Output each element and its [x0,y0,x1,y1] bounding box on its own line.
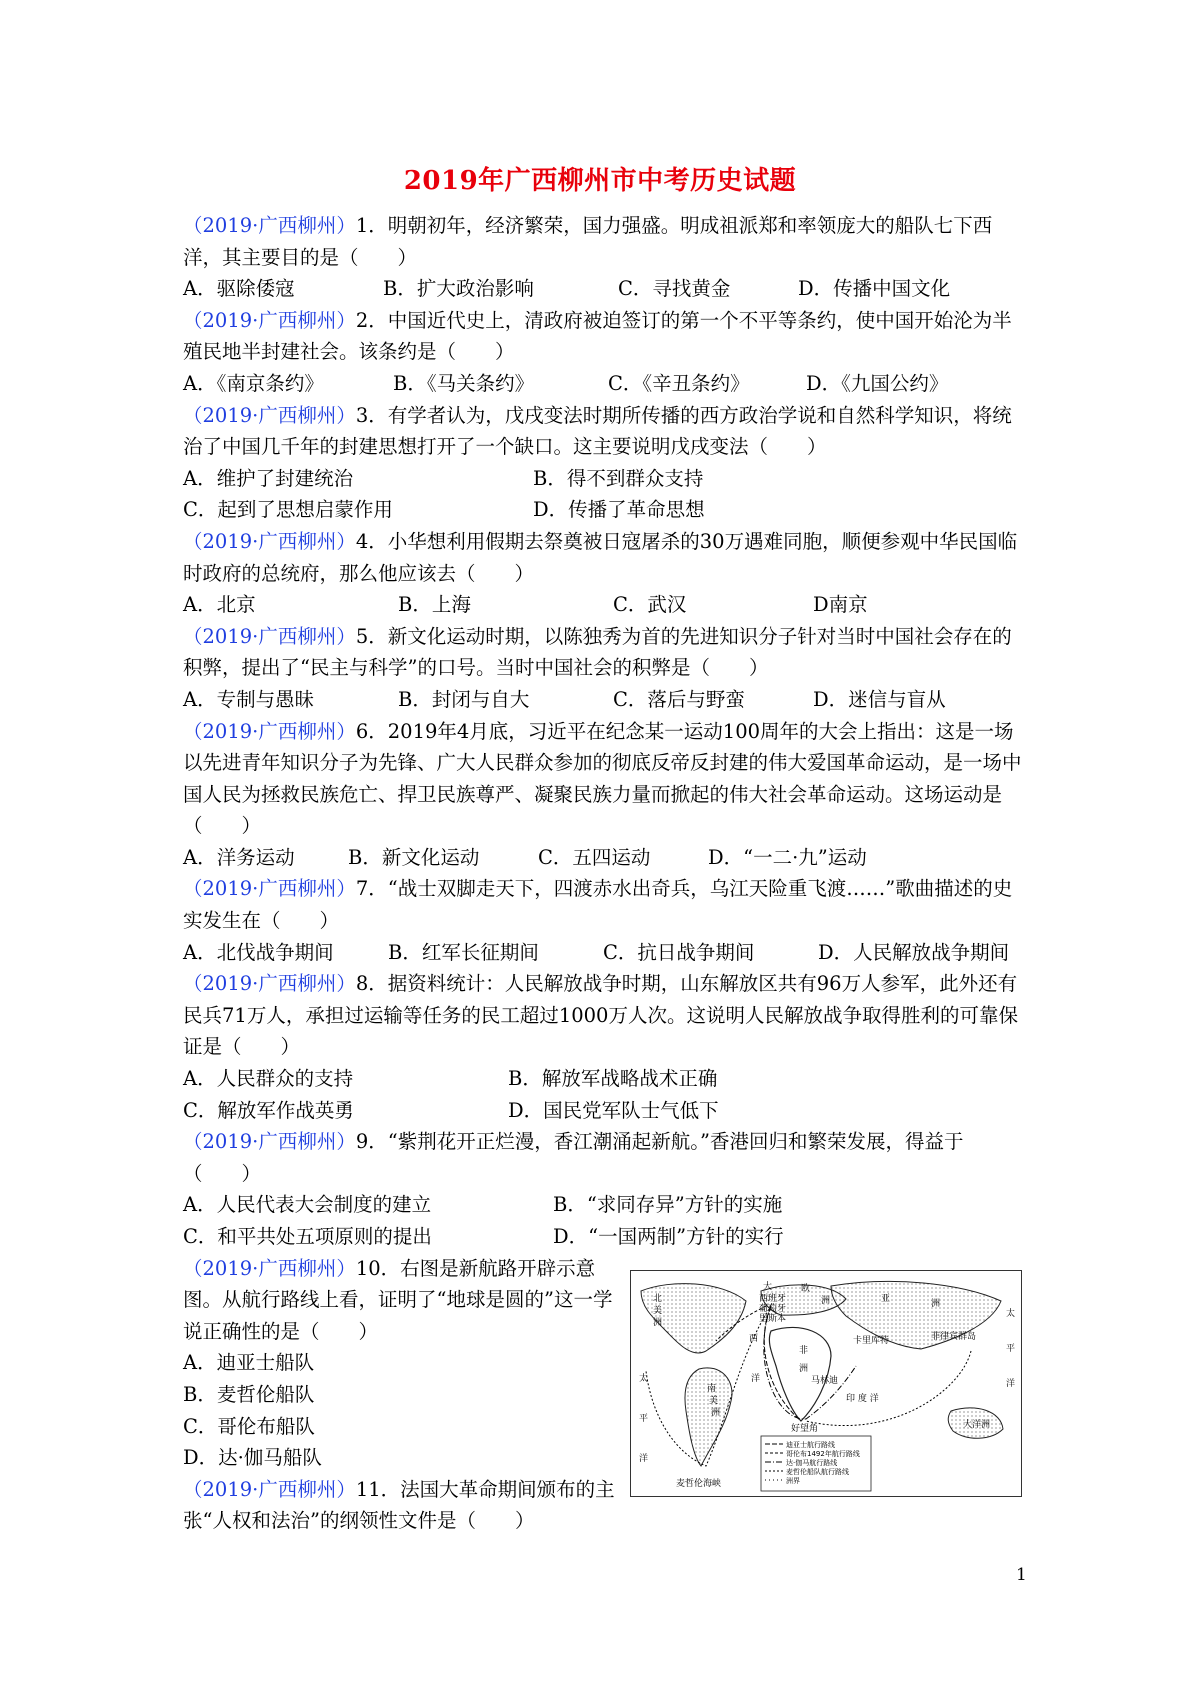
options-row [183,684,1023,716]
option: D南京 [813,593,868,617]
map-label: 太 [639,1374,649,1384]
map-label: 非 [799,1346,809,1356]
source-tag: （2019·广西柳州） [183,1256,356,1280]
option: A．人民群众的支持 [183,1067,354,1091]
map-label: 欧 [801,1284,811,1294]
source-tag: （2019·广西柳州） [183,308,356,332]
options-row [183,1063,1023,1095]
map-label: 洲 [653,1318,663,1328]
option: C．哥伦布船队 [183,1414,315,1438]
option: B．《马关条约》 [393,371,535,395]
question-5 [183,621,1023,684]
map-label: 洲 [931,1299,941,1309]
option: C．解放军作战英勇 [183,1098,354,1122]
options-row [183,463,1023,495]
option: A．北京 [183,593,256,617]
option: A．《南京条约》 [183,371,324,395]
world-map-image [631,1271,1021,1496]
question-stem: 右图是新航路开辟示意图。从航行路线上看，证明了“地球是圆的”这一学说正确性的是（ ） [183,1256,613,1343]
option: B．解放军战略战术正确 [508,1067,718,1091]
option: C．武汉 [613,593,687,617]
option: B．新文化运动 [348,845,480,869]
question-1 [183,210,1023,273]
option: C．落后与野蛮 [613,687,745,711]
question-stem: 2019年4月底，习近平在纪念某一运动100周年的大会上指出：这是一场以先进青年知识分子为先锋、广大人民群众参加的彻底反帝反封建的伟大爱国革命运动，是一场中国人民为拯救民族危亡、捍卫民族尊严、凝聚民族力量而掀起的伟大社会革命运动。这场运动是（ ） [183,719,1022,838]
map-label: 美 [709,1396,719,1406]
question-2 [183,305,1023,368]
map-label: 洲 [711,1408,721,1418]
option: B．上海 [398,593,471,617]
option: D．迷信与盲从 [813,687,946,711]
page-title: 2019年广西柳州市中考历史试题 [403,166,797,196]
option: C．和平共处五项原则的提出 [183,1225,432,1248]
source-tag: （2019·广西柳州） [183,1130,356,1154]
option: C．寻找黄金 [618,277,731,301]
options-row [183,273,1023,305]
source-tag: （2019·广西柳州） [183,214,356,237]
source-tag: （2019·广西柳州） [183,1477,356,1501]
map-label: 西班牙 [759,1294,787,1304]
option: D．传播了革命思想 [533,498,705,522]
option: D．“一国两制”方针的实行 [553,1225,784,1248]
question-number: 8． [355,972,388,996]
map-label: 洋 [639,1454,649,1464]
options-row [183,1095,1023,1127]
option: C．《辛丑条约》 [608,371,750,395]
question-11 [183,1474,623,1537]
option: D．“一二·九”运动 [708,845,867,869]
option: B．红军长征期间 [388,940,539,964]
option: B．扩大政治影响 [383,277,534,301]
question-number: 10． [355,1256,401,1280]
question-number: 9． [355,1130,388,1154]
map-label: 卡里库特 [853,1336,890,1346]
map-label: 马林迪 [811,1376,839,1386]
question-3 [183,400,1023,463]
option: A．驱除倭寇 [183,277,295,301]
question-stem: 新文化运动时期，以陈独秀为首的先进知识分子针对当时中国社会存在的积弊，提出了“民主与科学”的口号。当时中国社会的积弊是（ ） [183,624,1012,680]
map-label: 太 [1006,1309,1016,1319]
question-stem: 中国近代史上，清政府被迫签订的第一个不平等条约，使中国开始沦为半殖民地半封建社会。该条约是（ ） [183,308,1012,364]
question-number: 5． [355,624,388,648]
option: C．五四运动 [538,845,651,869]
question-stem: 有学者认为，戊戌变法时期所传播的西方政治学说和自然科学知识，将统治了中国几千年的封建思想打开了一个缺口。这主要说明戊戌变法（ ） [183,403,1012,459]
options-row [183,368,1023,400]
option: C．起到了思想启蒙作用 [183,498,393,522]
question-8 [183,968,1023,1063]
map-label: 美 [653,1306,663,1316]
question-6 [183,716,1023,842]
map-label: 菲律宾群岛 [931,1332,977,1342]
map-label: 洋 [1006,1379,1016,1389]
question-number: 11． [355,1477,401,1501]
question-stem: “紫荆花开正烂漫，香江潮涌起新航。”香港回归和繁荣发展，得益于（ ） [183,1130,964,1185]
options-row [183,494,1023,526]
question-10 [183,1253,623,1348]
legend-item: 迪亚士航行路线 [786,1441,835,1449]
map-label: 平 [1006,1344,1016,1354]
option: A．维护了封建统治 [183,466,354,490]
map-label: 大洋洲 [963,1420,991,1430]
question-number: 1． [355,214,388,237]
map-label: 洋 [751,1374,761,1384]
question-number: 6． [355,719,388,743]
option: D．传播中国文化 [798,277,951,301]
new-sea-routes-map [630,1270,1022,1497]
option: D．国民党军队士气低下 [508,1098,719,1122]
source-tag: （2019·广西柳州） [183,529,356,553]
option: B．封闭与自大 [398,687,530,711]
source-tag: （2019·广西柳州） [183,624,356,648]
map-label: 亚 [881,1294,891,1304]
map-label: 麦哲伦海峡 [676,1479,722,1489]
option: D．《九国公约》 [806,371,949,395]
map-label: 好望角 [791,1424,819,1434]
source-tag: （2019·广西柳州） [183,972,356,996]
map-label: 葡萄牙 [759,1304,787,1314]
question-7 [183,873,1023,936]
option: C．抗日战争期间 [603,940,755,964]
map-label: 大 [763,1282,773,1292]
options-row [183,937,1023,969]
options-row [183,589,1023,621]
option: A．洋务运动 [183,845,295,869]
option: A．人民代表大会制度的建立 [183,1193,432,1217]
options-row [183,1189,1023,1221]
option: A．迪亚士船队 [183,1351,315,1375]
map-label: 洲 [799,1364,809,1374]
option: B．麦哲伦船队 [183,1382,315,1406]
map-label: 西 [749,1334,759,1344]
map-label: 平 [639,1414,649,1424]
question-stem: 据资料统计：人民解放战争时期，山东解放区共有96万人参军，此外还有民兵71万人，承担过运输等任务的民工超过1000万人次。这说明人民解放战争取得胜利的可靠保证是（ ） [183,972,1018,1059]
option: D．达·伽马船队 [183,1446,322,1470]
option: B．“求同存异”方针的实施 [553,1193,783,1217]
question-number: 7． [355,877,388,901]
question-stem: 法国大革命期间颁布的主张“人权和法治”的纲领性文件是（ ） [183,1477,615,1533]
question-4 [183,526,1023,589]
map-label: 里斯本 [759,1314,787,1324]
legend-item: 达·伽马航行路线 [786,1459,838,1467]
question-number: 4． [355,529,388,553]
question-number: 3． [355,403,388,427]
source-tag: （2019·广西柳州） [183,719,356,743]
option: A．北伐战争期间 [183,940,334,964]
question-stem: “战士双脚走天下，四渡赤水出奇兵，乌江天险重飞渡……”歌曲描述的史实发生在（ ） [183,877,1013,933]
map-label: 南 [707,1384,717,1394]
legend-item: 洲界 [786,1477,800,1485]
map-label: 北 [653,1294,663,1304]
legend-item: 麦哲伦船队航行路线 [786,1468,849,1476]
source-tag: （2019·广西柳州） [183,403,356,427]
question-number: 2． [355,308,388,332]
question-stem: 明朝初年，经济繁荣，国力强盛。明成祖派郑和率领庞大的船队七下西洋，其主要目的是（ ） [183,214,993,269]
option: B．得不到群众支持 [533,466,704,490]
question-stem: 小华想利用假期去祭奠被日寇屠杀的30万遇难同胞，顺便参观中华民国临时政府的总统府，那么他应该去（ ） [183,529,1018,585]
legend-item: 哥伦布1492年航行路线 [786,1450,860,1458]
map-label: 印 度 洋 [846,1394,879,1404]
page-number: 1 [1016,1565,1027,1585]
options-row [183,842,1023,874]
option: D．人民解放战争期间 [818,940,1010,964]
options-row [183,1221,1023,1253]
question-9 [183,1126,1023,1189]
map-label: 洲 [821,1296,831,1306]
source-tag: （2019·广西柳州） [183,877,356,901]
option: A．专制与愚昧 [183,687,315,711]
